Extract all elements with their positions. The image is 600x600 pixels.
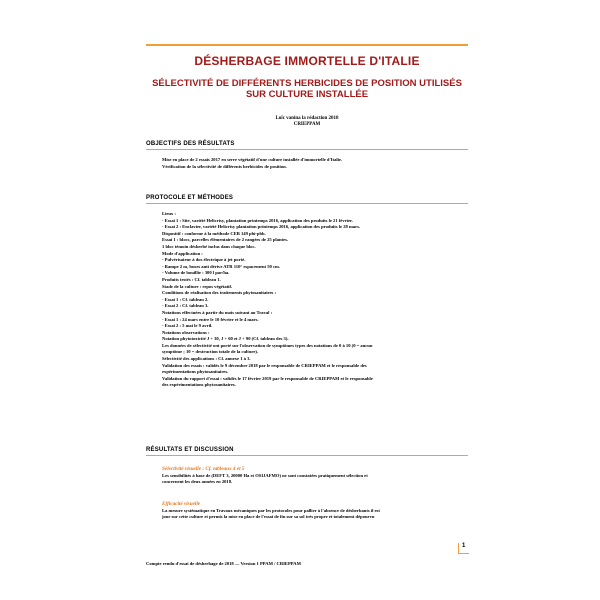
methods-line: - Pulvérisateur à dos électrique à jet porté. [162,257,246,263]
methods-line: Dispositif : conforme à la méthode CEB 149 pbi-pbb. [162,230,266,236]
objectives-heading: OBJECTIFS DES RÉSULTATS [146,141,235,147]
methods-line: symptôme ; 10 = destruction totale de la culture). [162,349,259,355]
methods-line: Stade de la culture : repos végétatif. [162,283,233,289]
methods-line: Les données de sélectivité ont porté sur l'observation de symptômes types des notations de 0 à 10 (0 = aucun [162,342,373,348]
paragraph-line: Vérification de la sélectivité de différents herbicides de position. [162,163,287,169]
methods-line: Notation phytotoxicité J + 30, J + 60 et J + 90 (Cf. tableau des 3). [162,336,289,342]
methods-line: Notations effectuées à partir du mois suivant au Traval : [162,309,273,315]
subtitle-line-1: SÉLECTIVITÉ DE DIFFÉRENTS HERBICIDES DE POSITION UTILISÉS [152,78,462,89]
results-section-header [146,447,468,456]
paragraph-line: Les sensibilités à base de (DEFT 3, 20000 Ha et OSIJAFMO) ne sont constatées pratiquement sélection et [162,472,368,478]
methods-line: des expérimentations phytosanitaires. [162,382,236,388]
paragraph-line: La mesure systématique en Travaux mécaniques par les protocoles pour pallier à l'absence de désherbants il est [162,507,380,513]
results-body-2 [162,501,468,521]
methods-line: - Essai 1 : 24 mars entre le 10 février et le 4 mars. [162,316,259,322]
page-number: 1 [462,543,466,549]
methods-line: Mode d'application : [162,250,203,256]
methods-line: Essai 1 : blocs, parcelles élémentaires de 2 rangées de 25 plantes. [162,237,289,243]
methods-line: Notations observations : [162,329,210,335]
objectives-section-header [146,141,468,150]
author-line: Loïc vanina la rédaction 2018 [275,116,339,121]
methods-line: - Rampe 2 m, buses anti dérive ATR 110° espacement 50 cm. [162,263,280,269]
document-title: DÉSHERBAGE IMMORTELLE D'ITALIE [194,54,420,68]
efficacy-subheading: Efficacité visuelle [162,501,201,507]
objectives-rule [146,149,468,150]
results-heading: RÉSULTATS ET DISCUSSION [146,447,234,453]
methods-line: - Essai 2 : Enclavier, variété Helicrisy plantation printemps 2016, application des produits le 28 mars. [162,224,361,230]
methods-line: - Essai 1 : Site, variété Helicrisy, plantation printemps 2016, application des produits le 21 février. [162,217,353,223]
header-rule [146,44,468,46]
paragraph-line: Mise en place de 2 essais 2017 en serre végétatif d'une culture installée d'immortelle d'Italie. [162,157,343,162]
results-rule [146,455,468,456]
methods-line: Produits testés : Cf. tableau 1. [162,276,221,282]
methods-line: Conditions de réalisation des traitements phytosanitaires : [162,290,276,296]
methods-line: - Volume de bouillie : 300 l par/ha. [162,270,230,276]
paragraph-line: concernent les deux années en 2018. [162,479,233,485]
methods-heading: PROTOCOLE ET MÉTHODES [146,195,234,201]
organization-line: CRIEPPAM [293,122,321,127]
objectives-body [162,157,468,170]
document-subtitle [146,78,468,100]
subtitle-line-2: SUR CULTURE INSTALLÉE [245,89,369,100]
methods-line: expérimentations phytosanitaires. [162,369,229,375]
results-body-1 [162,466,468,486]
selectivity-subheading: Sélectivité visuelle : Cf. tableaux 4 et 5 [162,466,245,472]
methods-line: - Essai 2 : 5 mai le 9 avril. [162,323,213,329]
methods-line: Validation du rapport d'essai : validés le 17 février 2019 par le responsable de CRIEPPAM et le responsable [162,375,373,381]
methods-line: - Essai 1 : Cf. tableau 2. [162,296,209,302]
methods-line: - Essai 2 : Cf. tableau 3. [162,303,209,309]
methods-body [162,211,468,389]
methods-section-header [146,195,468,204]
methods-line: Lieux : [162,211,176,216]
footer-text: Compte rendu d'essai de désherbage de 2018 — Version 1 PPAM / CRIEPPAM [146,561,301,566]
methods-rule [146,203,468,204]
paragraph-line: jour sur cette culture et permis la mise en place de l'essai de fin sur sa sol très propre et totalement dépourvu [162,514,375,520]
methods-line: 1 bloc témoin désherbé inclus dans chaque bloc. [162,243,256,249]
methods-line: Validation des essais : validés le 9 décembre 2018 par le responsable de CRIEPPAM et le responsable des [162,362,367,368]
methods-line: Sélectivité des applications : Cf. annexe 1 à 3. [162,356,251,362]
